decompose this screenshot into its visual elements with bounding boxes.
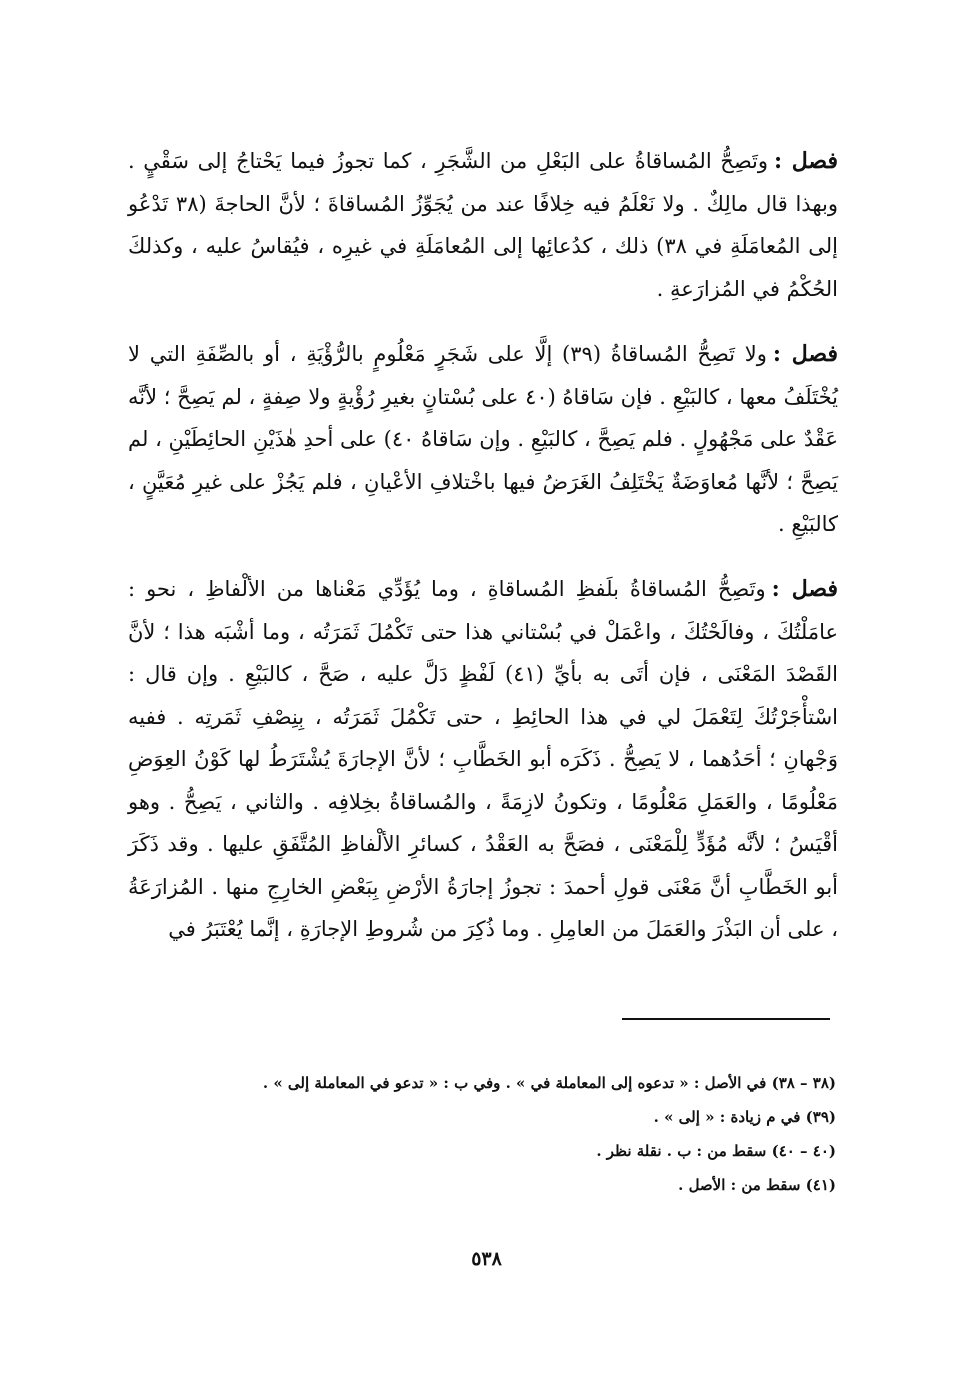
section-1	[128, 140, 838, 310]
paragraph-3	[128, 568, 838, 951]
section-heading: فصل :	[774, 148, 838, 174]
paragraph-1	[128, 140, 838, 310]
footnote: (٤٠ – ٤٠) سقط من : ب . نقلة نظر .	[596, 1142, 836, 1160]
section-heading: فصل :	[771, 576, 838, 602]
footnote: (٤١) سقط من : الأصل .	[678, 1176, 836, 1194]
footnote: (٣٩) في م زيادة : « إلى » .	[653, 1108, 836, 1126]
footnote-separator	[622, 1018, 830, 1020]
section-body: ولا تَصِحُّ المُساقاةُ (٣٩) إلَّا على شَجَرٍ مَعْلُومٍ بالرُّؤْيَةِ ، أو بالصِّفَةِ التي لا يُخْتَلَفُ معها ، كالبَيْعِ . فإن سَاقاهُ (٤٠ على بُسْتانٍ بغيرِ رُؤْيةٍ ولا صِفةٍ ، لم يَصِحَّ ؛ لأنَّه عَقْدٌ على مَجْهُولٍ . فلم يَصِحَّ ، كالبَيْعِ . وإن سَاقاهُ ٤٠) على أحدِ هٰذَيْنِ الحائِطَيْنِ ، لم يَصِحَّ ؛ لأنَّها مُعاوَضَةٌ يَخْتَلِفُ الغَرَضُ فيها باخْتلافِ الأعْيانِ ، فلم يَجُزْ على غيرِ مُعَيَّنٍ ، كالبَيْعِ .	[128, 342, 838, 536]
section-heading: فصل :	[772, 341, 838, 367]
page-number: ٥٣٨	[471, 1248, 502, 1270]
section-body: وتَصِحُّ المُساقاةُ على البَعْلِ من الشَّجَرِ ، كما تجوزُ فيما يَحْتاجُ إلى سَقْيٍ . وبهذا قال مالِكٌ . ولا نَعْلَمُ فيه خِلافًا عند من يُجَوِّزُ المُساقاةَ ؛ لأنَّ الحاجةَ (٣٨ تَدْعُو إلى المُعامَلَةِ في ٣٨) ذلك ، كدُعائِها إلى المُعامَلَةِ في غيرِه ، فيُقاسُ عليه ، وكذلكَ الحُكْمُ في المُزارَعةِ .	[128, 149, 838, 301]
section-body: وتَصِحُّ المُساقاةُ بلَفظِ المُساقاةِ ، وما يُؤَدِّي مَعْناها من الألْفاظِ ، نحو : عامَلْتُكَ ، وفالَحْتُكَ ، واعْمَلْ في بُسْتاني هذا حتى تَكْمُلَ ثَمَرَتُه ، وما أشْبَه هذا ؛ لأنَّ القَصْدَ المَعْنَى ، فإن أتَى به بأيِّ (٤١) لَفْظٍ دَلَّ عليه ، صَحَّ ، كالبَيْعِ . وإن قال : اسْتأْجَرْتُكَ لِتَعْمَلَ لي في هذا الحائِطِ ، حتى تَكْمُلَ ثَمَرَتُه ، بِنِصْفِ ثَمَرتِه . ففيه وَجْهانِ ؛ أحَدُهما ، لا يَصِحُّ . ذَكَرَه أبو الخَطَّابِ ؛ لأنَّ الإجارَةَ يُشْتَرَطُ لها كَوْنُ العِوَضِ مَعْلُومًا ، والعَمَلِ مَعْلُومًا ، وتكونُ لازِمَةً ، والمُساقاةُ بخِلافِه . والثاني ، يَصِحُّ . وهو أقْيَسُ ؛ لأنَّه مُؤَدٍّ لِلْمَعْنَى ، فصَحَّ به العَقْدُ ، كسائرِ الألْفاظِ المُتَّفَقِ عليها . وقد ذَكَرَ أبو الخَطَّابِ أنَّ مَعْنَى قولِ أحمدَ : تجوزُ إجارَةُ الأرْضِ بِبَعْضِ الخارِجِ منها . المُزارَعَةُ ، على أن البَذْرَ والعَمَلَ من العامِلِ . وما ذُكِرَ من شُروطِ الإجارَةِ ، إنَّما يُعْتَبَرُ في	[128, 577, 838, 941]
footnote: (٣٨ – ٣٨) في الأصل : « تدعوه إلى المعاملة في » . وفي ب : « تدعو في المعاملة إلى » .	[262, 1074, 836, 1092]
paragraph-2	[128, 333, 838, 546]
footnotes	[120, 1066, 836, 1202]
section-3	[128, 568, 838, 951]
section-2	[128, 333, 838, 546]
